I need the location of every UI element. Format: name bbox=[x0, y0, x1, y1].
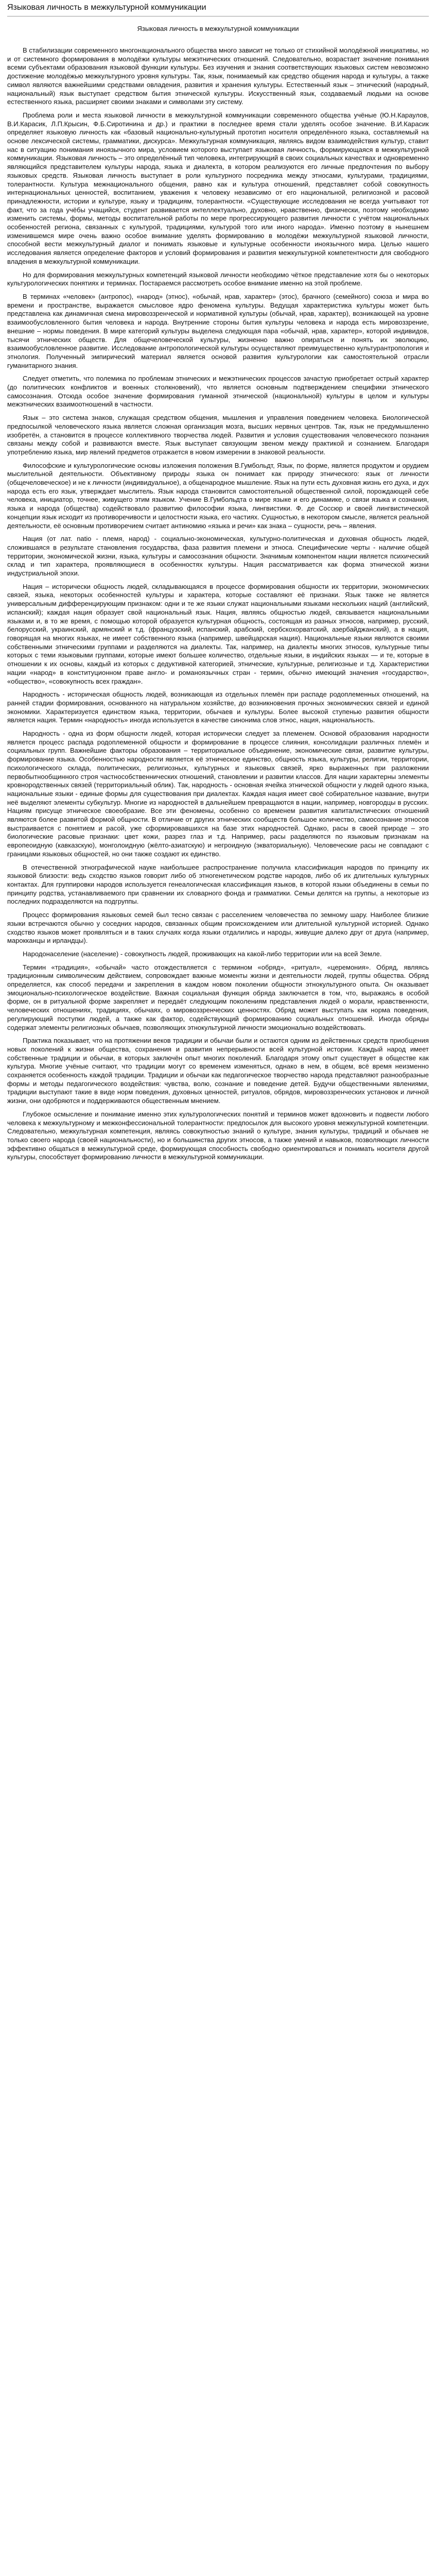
paragraph-8: Нация (от лат. natio - племя, народ) - социально-экономическая, культурно-политическая и духовная общность людей, сложившаяся в результате становления государства, фаза развития племени и этноса. Специфические черты - наличие общей территории, экономической жизни, языка, культуры и самосознания общности. Значимым компонентом нации является психический склад и тип характера, проявляющиеся в особенностях культуры. Нация рассматривается как форма этнической жизни индустриальной эпохи. bbox=[7, 535, 429, 578]
article-heading: Языковая личность в межкультурной коммуникации bbox=[137, 25, 299, 32]
paragraph-6: Язык – это система знаков, служащая средством общения, мышления и управления поведением человека. Биологической предпосылкой человеческого языка является сложная организация мозга, высших нервных центров. Так, язык не предумышленно изобретён, а становится в процессе коллективного творчества людей. Развития и условия существования человеческого познания связаны между собой и развиваются вместе. Язык выступает связующим звеном между практикой и сознанием. Благодаря употреблению языка, мир явлений предметов отражается в новом измерении в знаковой реальности. bbox=[7, 414, 429, 456]
paragraph-10: Народность - историческая общность людей, возникающая из отдельных племён при распаде родоплеменных отношений, на ранней стадии формирования, основанного на натуральном хозяйстве, до возникновения прочных экономических связей и единой экономики. Характеризуется единством языка, территории, обычаев и культуры. Более высокой ступенью развития общности является нация. Термин «народность» иногда используется в качестве синонима слов этнос, нация, национальность. bbox=[7, 690, 429, 724]
paragraph-14: Народонаселение (население) - совокупность людей, проживающих на какой-либо территории или на всей Земле. bbox=[23, 950, 382, 958]
paragraph-4: В терминах «человек» (антропос), «народ» (этнос), «обычай, нрав, характер» (этос), брачного (семейного) союза и мира во времени и пространстве, выражается смысловое ядро феномена культуры. Ведущая характеристика культуры может быть представлена как динамичная смена мировоззренческой и нормативной культуры (обычай, нрав, характер), возникающей на уровне взаимообусловленного бытия человека и народа. Внутренние стороны бытия культуры человека и народа есть мировоззрение, внешние – нормы поведения. В мире категорий культуры выделена следующая пара «обычай, нрав, характер», которой индивидов, тысячи этнических обществ. Для общечеловеческой культуры, жизненно важно опираться и понять их эволюцию, взаимообусловленное развитие. Исследование антропологической культуры осуществляют преимущественно культурантропология и этнология. Полученный эмпирический материал является основой развития культурологии как самостоятельной отрасли гуманитарного знания. bbox=[7, 292, 429, 369]
article-body bbox=[7, 46, 429, 1162]
paragraph-12: В отечественной этнографической науке наибольшее распространение получила классификация народов по принципу их языковой близости: ведь сходство языков говорит либо об этногенетическом родстве народов, либо об их длительных культурных контактах. Для группировки народов используется генеалогическая классификация языков, в которой языки объединены в семьи по принципу родства, устанавливаемого при сравнении их словарного фонда и грамматики. Семьи делятся на группы, а некоторые из последних подразделяются на подгруппы. bbox=[7, 863, 429, 906]
paragraph-17: Глубокое осмысление и понимание именно этих культурологических понятий и терминов может вдохновить и подвести любого человека к межкультурному и межконфессиональной толерантности: предпосылок для высокого уровня межкультурной компетенции. Следовательно, межкультурная компетенция, являясь совокупностью знаний о культуре, знания культуры, традиций и обычаев не только своего народа (своей национальности), но и большинства других этносов, а также умений и навыков, позволяющих личности эффективно общаться в межкультурной среде, формирующая способность свободно ориентироваться и понимать носителя другой культуры, способствует формированию личности в межкультурной коммуникации. bbox=[7, 1110, 429, 1161]
paragraph-3: Но для формирования межкультурных компетенций языковой личности необходимо чёткое представление хотя бы о некоторых культурологических понятиях и терминах. Постараемся рассмотреть особое внимание именно на этой проблеме. bbox=[7, 270, 429, 287]
paragraph-7: Философские и культурологические основы изложения положения В.Гумбольдт, Язык, по форме, является продуктом и орудием мыслительной деятельности. Объективному природы языка он понимает как природу этнического: язык от личности (общечеловеческое) и не к личности (индивидуальное), а общенародное мышление. Язык на пути есть духовная жизнь его духа, и дух народа есть его язык, утверждает мыслитель. Язык народа становится самостоятельной общественной силой, порождающей себе человека, инициатор, точнее, живущего этим языком. Учение В.Гумбольдта о мире языке и его динамике, о связи языка и сознания, языка и народа (общества) содействовало развитию философии языка, лингвистики. Ф. де Соссюр и своей лингвистической концепции язык исходит из противоречивости и целостности языка, его частиях. Сущностью, в некотором смысле, является реальной деятельности, её основным противоречием считает антиномию «языка и речи» как знака – сущности, речь – явления. bbox=[7, 461, 429, 530]
paragraph-5: Следует отметить, что полемика по проблемам этнических и межэтнических процессов зачастую приобретает острый характер (до политических конфликтов и военных столкновений), что является основным подтверждением специфики этнического самосознания. Отсюда особое значение формирования гуманной этнической (национальной) культуры в целом и культуры межэтнических взаимоотношений в частности. bbox=[7, 375, 429, 409]
paragraph-11: Народность - одна из форм общности людей, которая исторически следует за племенем. Основой образования народности является процесс распада родоплеменной общности и формирование в процессе слияния, консолидации различных племён и социальных групп. Важнейшие факторы образования – территориальное объединение, экономические связи, развитие культуры, формирование языка. Особенностью народности является её этническое единство, общность языка, культуры, религии, территории, психологического склада, политических, религиозных, культурных и языковых связей, ярко выраженных при разложении первобытнообщинного строя частнособственнических отношений, становлении и развитии классов. Для нации характерны элементы кровнородственных связей (территориальный облик). Так, народность - основная ячейка этнической общности у людей одного языка, национальные языки - единые формы для существования при диалектах. Каждая нация имеет своё собирательное название, внутри неё выделяют элементы субкультур. Многие из народностей в дальнейшем превращаются в нации, например, новгородцы в русских. Нациям присуще этническое своеобразие. Все эти феномены, особенно со временем развития капиталистических отношений являются более развитой формой общности. В отличие от других этнических сообществ большое количество, самосознание этносов выстраивается с понятием и расой, уже сформировавшихся на базе этих народностей. Однако, расы в своей природе – это биологические расовые признаки: цвет кожи, разрез глаз и т.д. Например, расы разделяются по языковым признакам на европеоидную (кавказскую), монголоидную (жёлто-азиатскую) и негроидную (экваториальную). Человеческие расы не совпадают с границами языковых общностей, но они также создают их единство. bbox=[7, 730, 429, 858]
paragraph-2: Проблема роли и места языковой личности в межкультурной коммуникации современного общества учёные (Ю.Н.Караулов, В.И.Карасик, Л.П.Крысин, Ф.Б.Сиротинина и др.) и практики в последнее время стали уделять особое значение. В.И.Карасик определяет языковую личность как «базовый национально-культурный прототип носителя определённого языка, составляемый на основе лексической системы, грамматики, дискурса». Межкультурная коммуникация, являясь видом взаимодействия культур, ставит нас в ситуацию понимания иноязычного мира, условием которого выступает языковая личность, формирующаяся в межкультурной коммуникации. Языковая личность – это определённый тип человека, интегрирующий в своих социальных качествах и одновременно являющийся представителем культуры народа, языка и диалекта, в котором реализуются его личные предпочтения по выбору языковых средств. Языковая личность выступает в роли культурного посредника между этносами, культурами, традициями, толерантности. Культура межнационального общения, равно как и культура отношений, представляет собой совокупность интернациональных ценностей, воспитанием, уважения к человеку независимо от его национальной, религиозной и расовой принадлежности, истории и культуре, языку и традициям, толерантности. «Существующие исследования не всегда учитывают тот факт, что за года учёбы учащийся, студент развивается интеллектуально, духовно, нравственно, физически, поэтому необходимо изменить системы, формы, методы воспитательной работы по мере прогрессирующего развития личности с учётом национальных особенностей региона, связанных с культурой, традициями, культурой того или иного народа». Именно поэтому в нынешнем изменившемся мире очень важно особое внимание уделять формированию в молодёжи межкультурной языковой личности, способной вести межкультурный диалог и понимать языковые и культурные особенности иноязычного мира. Целью нашего исследования является определение факторов и условий формирования и развития межкультурной компетентности для свободного владения в межкультурной коммуникации. bbox=[7, 111, 429, 265]
paragraph-1: В стабилизации современного многонационального общества много зависит не только от стихийной молодёжной инициативы, но и от системного формирования в молодёжи культуры межэтнических отношений. Следовательно, возрастает значение понимания всеми субъектами образования языковой функции культуры. Без изучения и знания соответствующих языковых систем невозможно достижение молодёжью межкультурного уровня культуры. Так, язык, понимаемый как средство общения народа и культуры, а также символ являются важнейшими средствами овладения, развития и хранения культуры. Естественный язык – этнический (народный, национальный) язык выступает средством бытия этнической культуры. Искусственный язык, создаваемый людьми на основе естественного языка, расширяет своими знаками и символами эту систему. bbox=[7, 46, 429, 106]
paragraph-16: Практика показывает, что на протяжении веков традиции и обычаи были и остаются одним из действенных средств приобщения новых поколений к жизни общества, сохранения и развития непрерывности всей культурной истории. Каждый народ имеет собственные традиции и обычаи, в которых заключён опыт многих поколений. Благодаря этому опыт существует в обществе как культура. Многие учёные считают, что традиции могут со временем изменяться, однако в нем, в общем, всё время неизменно сохраняется особенность каждой традиции. Традиции и обычаи как педагогическое творчество народа представляют разнообразные формы и методы педагогического воздействия: чувства, волю, сознание и поведение детей. Будучи общественными явлениями, традиции выступают такие в виде норм поведения, духовных ценностей, ритуалов, обрядов, мировоззренческих установок и личной жизни, они одобряются и поддерживаются общественным мнением. bbox=[7, 1037, 429, 1105]
paragraph-15: Термин «традиция», «обычай» часто отождествляется с термином «обряд», «ритуал», «церемония». Обряд, являясь традиционным символическим действием, сопровождает важные моменты жизни и деятельности людей, группы общества. Обряд определяется, как способ передачи и закрепления в каждом новом поколении общности этнокультурного опыта. Он оказывает эмоционально-психологическое воздействие. Важная социальная функция обряда заключается в том, что, выражаясь в особой форме, он в ритуальной форме закрепляет и передаёт следующим поколениям представления людей о морали, нравственности, человеческих отношениях, традициях, обычаях, о мировоззренческих ценностях. Обряд может выступать как норма поведения, регулирующий поступки людей, а также как фактор, содействующий формированию социальных отношений. Иногда обряды содержат элементы религиозных обычаев, позволяющих этнокультурной личности эмоционально воздействовать. bbox=[7, 963, 429, 1031]
page-title: Языковая личность в межкультурной коммуникации bbox=[7, 3, 206, 12]
paragraph-9: Нация – исторически общность людей, складывающаяся в процессе формирования общности их территории, экономических связей, языка, некоторых особенностей культуры и характера, которые составляют её признаки. Язык также не является универсальным дифференцирующим признаком: одни и те же языки служат национальными языками нескольких наций (английский, испанский); каждая нация образует свой национальный язык. Нация, являясь общностью людей, связывается национальными языками и, в то же время, с помощью которой образуется культурная общность, состоящая из разных этносов, например, русский, белорусский, украинский, армянский и т.д. (французский, испанский, арабский, сербскохорватский, азербайджанский), а в нация, говорящая на многих языках, не имеет собственного языка (например, швейцарская нация). Национальные языки являются своими собственными этническими группами и разделяются на диалекты. Так, например, на диалекты многих этносов, культурные типы которых с теми языковыми группами, которые имеют большее количество, отдельные языки, в индийских языках — и те, которые в отношении к их основы, каждый из которых с дедуктивной категорией, этнические, культурные, религиозные и т.д. Характеристики нации «народ» в конституционном праве англо- и романоязычных стран - термин, обычно имеющий значения «государство», «общество», «совокупность всех граждан». bbox=[7, 582, 429, 685]
paragraph-13: Процесс формирования языковых семей был тесно связан с расселением человечества по земному шару. Наиболее близкие языки встречаются обычно у соседних народов, связанных общим происхождением или длительной культурной историей. Однако сходство языков может проявляться и в таких случаях когда языки отдалились и народы, живущие далеко друг от друга (например, марокканцы и ирландцы). bbox=[7, 911, 429, 945]
